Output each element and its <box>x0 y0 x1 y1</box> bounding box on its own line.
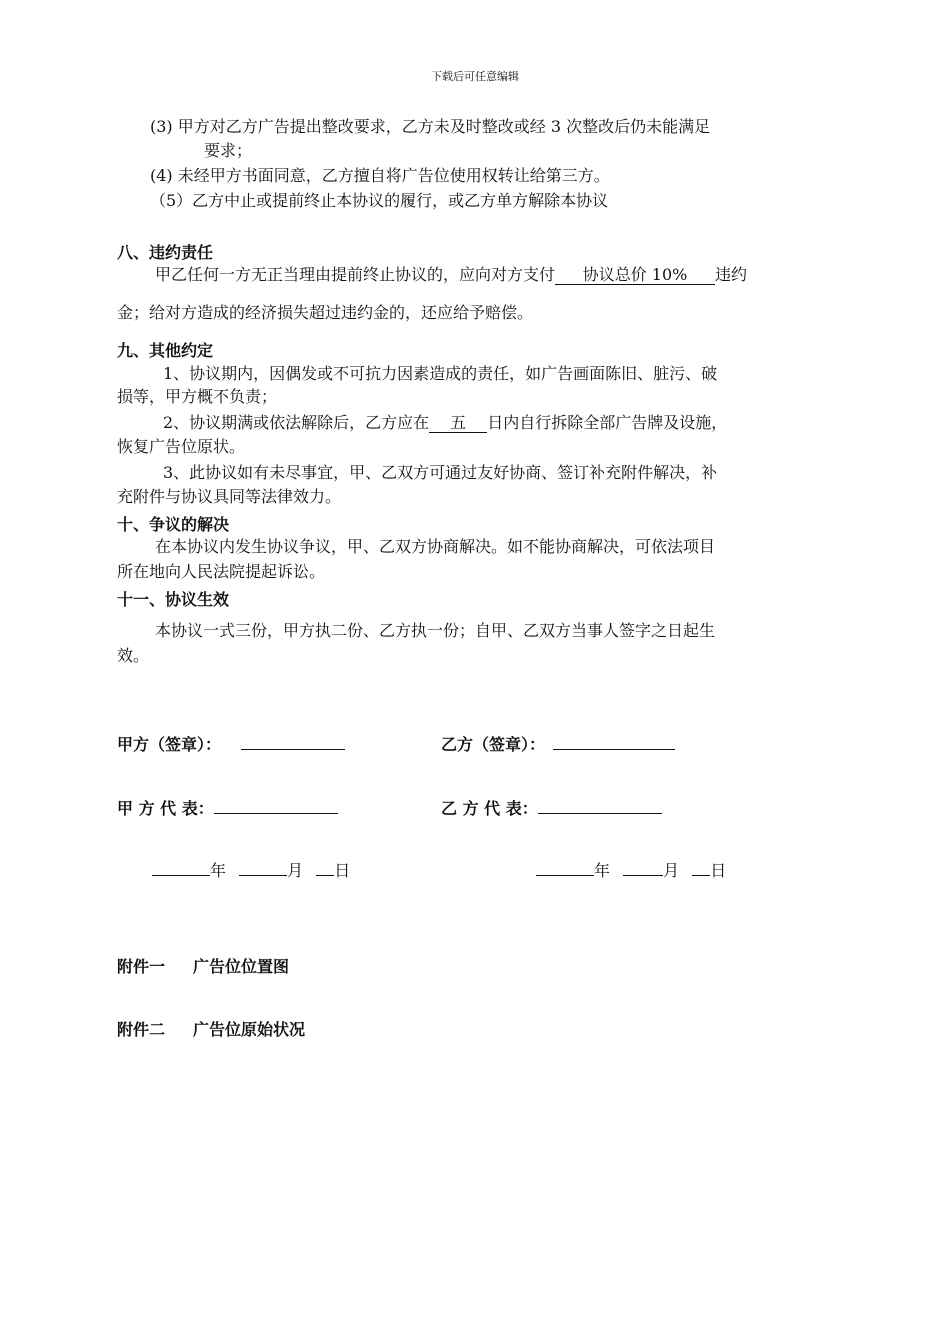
month-label: 月 <box>287 861 304 880</box>
section-8-text-a: 甲乙任何一方无正当理由提前终止协议的，应向对方支付 <box>155 265 556 284</box>
attachment-1 <box>117 954 289 977</box>
section-8-para-line2: 金；给对方造成的经济损失超过违约金的，还应给予赔偿。 <box>117 303 534 322</box>
section-9-item3-line1: 3、此协议如有未尽事宜，甲、乙双方可通过友好协商、签订补充附件解决，补 <box>163 463 718 482</box>
party-a-rep-label: 甲 方 代 表： <box>117 799 214 818</box>
section-10-line1: 在本协议内发生协议争议，甲、乙双方协商解决。如不能协商解决，可依法项目 <box>155 537 716 556</box>
section-11-line2: 效。 <box>117 646 150 665</box>
party-a-date <box>152 858 350 881</box>
section-11-heading: 十一、协议生效 <box>117 590 230 609</box>
section-9-item3-line2: 充附件与协议具同等法律效力。 <box>117 487 342 506</box>
section-11-line1: 本协议一式三份，甲方执二份、乙方执一份；自甲、乙双方当事人签字之日起生 <box>155 621 716 640</box>
clause-5: （5）乙方中止或提前终止本协议的履行，或乙方单方解除本协议 <box>150 191 609 210</box>
party-a-seal-field[interactable] <box>241 733 345 750</box>
section-10-line2: 所在地向人民法院提起诉讼。 <box>117 562 326 581</box>
party-a-year-field[interactable] <box>152 859 210 876</box>
section-8-heading: 八、违约责任 <box>117 243 214 262</box>
attachment-2-title: 广告位原始状况 <box>193 1020 306 1039</box>
section-9-heading: 九、其他约定 <box>117 341 214 360</box>
attachment-1-title: 广告位位置图 <box>193 957 290 976</box>
day-label: 日 <box>334 861 351 880</box>
party-a-seal-label: 甲方（签章）： <box>117 735 222 754</box>
clause-3-line1: (3) 甲方对乙方广告提出整改要求，乙方未及时整改或经 3 次整改后仍未能满足 <box>150 117 711 136</box>
attachment-2-label: 附件二 <box>117 1020 166 1039</box>
section-9-item1-line2: 损等，甲方概不负责； <box>117 387 278 406</box>
party-b-year-field[interactable] <box>536 859 594 876</box>
party-b-seal-label: 乙方（签章）： <box>441 735 546 754</box>
party-b-day-field[interactable] <box>692 859 710 876</box>
party-b-seal-row <box>441 732 675 755</box>
section-9-item1-line1: 1、协议期内，因偶发或不可抗力因素造成的责任，如广告画面陈旧、脏污、破 <box>163 364 718 383</box>
party-a-month-field[interactable] <box>239 859 287 876</box>
section-8-para-line1 <box>155 264 747 286</box>
party-a-day-field[interactable] <box>316 859 334 876</box>
party-b-date <box>536 858 726 881</box>
attachment-1-label: 附件一 <box>117 957 166 976</box>
penalty-amount: 协议总价 10% <box>555 266 715 285</box>
party-b-rep-label: 乙 方 代 表： <box>441 799 538 818</box>
clause-3-line2: 要求； <box>204 141 253 160</box>
party-a-rep-field[interactable] <box>214 797 338 814</box>
section-9-item2-line2: 恢复广告位原状。 <box>117 437 246 456</box>
section-9-item2-text-a: 2、协议期满或依法解除后，乙方应在 <box>163 413 430 432</box>
party-b-month-field[interactable] <box>623 859 663 876</box>
attachment-2 <box>117 1017 305 1040</box>
page-header-note: 下载后可任意编辑 <box>431 70 519 83</box>
section-9-item2-text-b: 日内自行拆除全部广告牌及设施， <box>487 413 728 432</box>
section-9-item2-line1 <box>163 412 727 434</box>
clause-4: (4) 未经甲方书面同意，乙方擅自将广告位使用权转让给第三方。 <box>150 166 610 185</box>
year-label: 年 <box>210 861 227 880</box>
month-label: 月 <box>663 861 680 880</box>
day-label: 日 <box>710 861 727 880</box>
section-10-heading: 十、争议的解决 <box>117 515 230 534</box>
section-8-text-b: 违约 <box>715 265 748 284</box>
party-a-rep-row <box>117 796 338 819</box>
party-b-seal-field[interactable] <box>553 733 675 750</box>
removal-days: 五 <box>429 414 487 433</box>
party-a-seal-row <box>117 732 345 755</box>
party-b-rep-field[interactable] <box>538 797 662 814</box>
party-b-rep-row <box>441 796 662 819</box>
year-label: 年 <box>594 861 611 880</box>
